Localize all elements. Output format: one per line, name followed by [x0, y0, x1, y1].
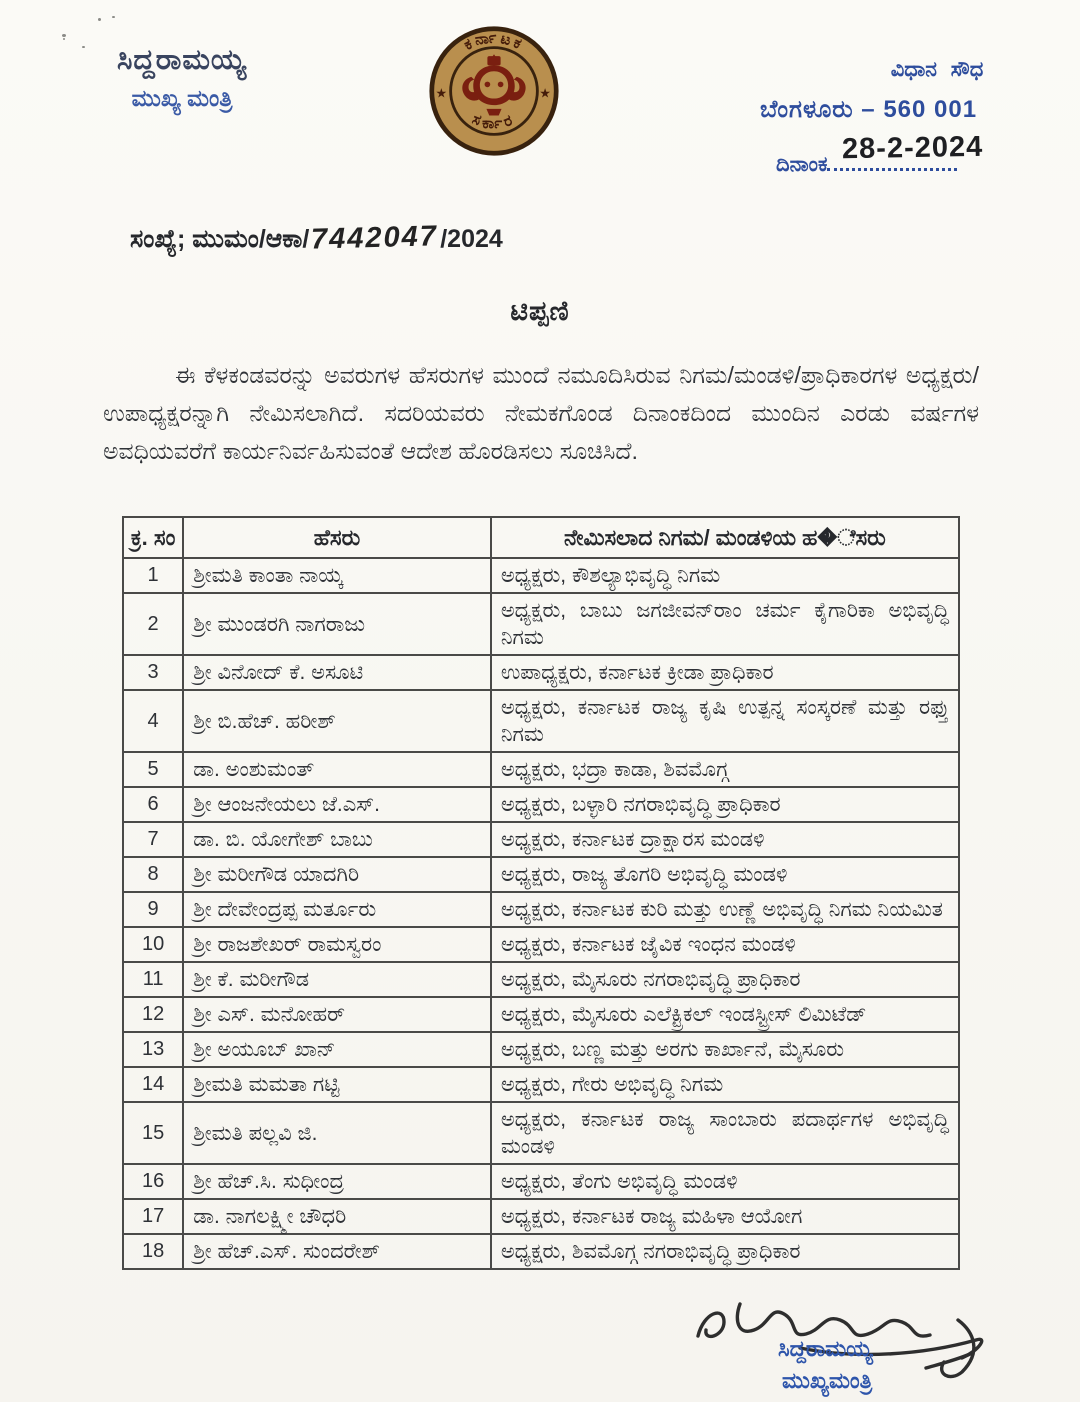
table-row — [123, 1199, 959, 1234]
name-cell: ಶ್ರೀ ರಾಜಶೇಖರ್ ರಾಮಸ್ವರಂ — [183, 927, 491, 962]
col-header-name: ಹೆಸರು — [183, 517, 491, 558]
name-cell: ಶ್ರೀಮತಿ ಕಾಂತಾ ನಾಯ್ಕ — [183, 558, 491, 593]
seal-right-star-icon: ★ — [539, 85, 552, 101]
appointment-cell: ಅಧ್ಯಕ್ಷರು, ಕರ್ನಾಟಕ ರಾಜ್ಯ ಸಾಂಬಾರು ಪದಾರ್ಥಗಳ ಅಭಿವೃದ್ಧಿ ಮಂಡಳಿ — [491, 1102, 959, 1164]
name-cell: ಶ್ರೀ ದೇವೇಂದ್ರಪ್ಪ ಮರ್ತೂರು — [183, 892, 491, 927]
table-row — [123, 1234, 959, 1269]
appointment-cell: ಅಧ್ಯಕ್ಷರು, ಮೈಸೂರು ನಗರಾಭಿವೃದ್ಧಿ ಪ್ರಾಧಿಕಾರ — [491, 962, 959, 997]
appointment-cell: ಅಧ್ಯಕ್ಷರು, ಕೌಶಲ್ಯಾಭಿವೃದ್ಧಿ ನಿಗಮ — [491, 558, 959, 593]
date-block — [776, 130, 1016, 177]
serial-cell: 4 — [123, 690, 183, 752]
table-row — [123, 690, 959, 752]
reference-number-line — [130, 222, 503, 255]
table-row — [123, 1032, 959, 1067]
table-row — [123, 593, 959, 655]
table-row — [123, 655, 959, 690]
name-cell: ಶ್ರೀ ಆಂಜನೇಯಲು ಜೆ.ಎಸ್. — [183, 787, 491, 822]
serial-cell: 14 — [123, 1067, 183, 1102]
serial-cell: 9 — [123, 892, 183, 927]
seal-bottom-text: ಸರ್ಕಾರ — [469, 110, 519, 133]
table-row — [123, 1067, 959, 1102]
table-row — [123, 822, 959, 857]
table-header-row — [123, 517, 959, 558]
karnataka-government-seal-icon — [428, 22, 560, 160]
sender-title: ಮುಖ್ಯ ಮಂತ್ರಿ — [131, 85, 233, 111]
serial-cell: 3 — [123, 655, 183, 690]
serial-cell: 11 — [123, 962, 183, 997]
name-cell: ಶ್ರೀ ಹೆಚ್.ಸಿ. ಸುಧೀಂದ್ರ — [183, 1164, 491, 1199]
serial-cell: 10 — [123, 927, 183, 962]
col-header-appointment: ನೇಮಿಸಲಾದ ನಿಗಮ/ ಮಂಡಳಿಯ ಹ�ೆಸರು — [491, 517, 959, 558]
appointment-cell: ಅಧ್ಯಕ್ಷರು, ಮೈಸೂರು ಎಲೆಕ್ಟ್ರಿಕಲ್ ಇಂಡಸ್ಟ್ರೀಸ್ ಲಿಮಿಟೆಡ್ — [491, 997, 959, 1032]
appointments-table — [122, 516, 960, 1270]
serial-cell: 15 — [123, 1102, 183, 1164]
name-cell: ಶ್ರೀ ಮರೀಗೌಡ ಯಾದಗಿರಿ — [183, 857, 491, 892]
table-row — [123, 927, 959, 962]
name-cell: ಶ್ರೀ ವಿನೋದ್ ಕೆ. ಅಸೂಟಿ — [183, 655, 491, 690]
appointment-cell: ಅಧ್ಯಕ್ಷರು, ಕರ್ನಾಟಕ ಜೈವಿಕ ಇಂಧನ ಮಂಡಳಿ — [491, 927, 959, 962]
signatory-name: ಸಿದ್ದರಾಮಯ್ಯ — [778, 1336, 873, 1361]
appointment-cell: ಅಧ್ಯಕ್ಷರು, ಬಣ್ಣ ಮತ್ತು ಅರಗು ಕಾರ್ಖಾನೆ, ಮೈಸೂರು — [491, 1032, 959, 1067]
appointment-cell: ಅಧ್ಯಕ್ಷರು, ಕರ್ನಾಟಕ ದ್ರಾಕ್ಷಾರಸ ಮಂಡಳಿ — [491, 822, 959, 857]
appointment-cell: ಉಪಾಧ್ಯಕ್ಷರು, ಕರ್ನಾಟಕ ಕ್ರೀಡಾ ಪ್ರಾಧಿಕಾರ — [491, 655, 959, 690]
serial-cell: 16 — [123, 1164, 183, 1199]
sender-name: ಸಿದ್ದರಾಮಯ್ಯ — [117, 44, 247, 76]
col-header-serial: ಕ್ರ. ಸಂ — [123, 517, 183, 558]
serial-cell: 5 — [123, 752, 183, 787]
appointment-cell: ಅಧ್ಯಕ್ಷರು, ಕರ್ನಾಟಕ ರಾಜ್ಯ ಮಹಿಳಾ ಆಯೋಗ — [491, 1199, 959, 1234]
appointment-cell: ಅಧ್ಯಕ್ಷರು, ಭದ್ರಾ ಕಾಡಾ, ಶಿವಮೊಗ್ಗ — [491, 752, 959, 787]
body-paragraph: ಈ ಕೆಳಕಂಡವರನ್ನು ಅವರುಗಳ ಹೆಸರುಗಳ ಮುಂದೆ ನಮೂದಿಸಿರುವ ನಿಗಮ/ಮಂಡಳಿ/ಪ್ರಾಧಿಕಾರಗಳ ಅಧ್ಯಕ್ಷರು/ಉಪಾಧ್ಯಕ್ಷರನ್ನಾಗಿ ನೇಮಿಸಲಾಗಿದೆ. ಸದರಿಯವರು ನೇಮಕಗೊಂಡ ದಿನಾಂಕದಿಂದ ಮುಂದಿನ ಎರಡು ವರ್ಷಗಳ ಅವಧಿಯವರೆಗೆ ಕಾರ್ಯನಿರ್ವಹಿಸುವಂತೆ ಆದೇಶ ಹೊರಡಿಸಲು ಸೂಚಿಸಿದೆ. — [103, 362, 979, 464]
serial-cell: 1 — [123, 558, 183, 593]
office-name: ವಿಧಾನ ಸೌಧ — [890, 58, 984, 81]
appointment-cell: ಅಧ್ಯಕ್ಷರು, ತೆಂಗು ಅಭಿವೃದ್ಧಿ ಮಂಡಳಿ — [491, 1164, 959, 1199]
appointment-cell: ಅಧ್ಯಕ್ಷರು, ಬಾಬು ಜಗಜೀವನ್‌ರಾಂ ಚರ್ಮ ಕೈಗಾರಿಕಾ ಅಭಿವೃದ್ಧಿ ನಿಗಮ — [491, 593, 959, 655]
table-row — [123, 892, 959, 927]
name-cell: ಡಾ. ನಾಗಲಕ್ಷ್ಮೀ ಚೌಧರಿ — [183, 1199, 491, 1234]
name-cell: ಡಾ. ಅಂಶುಮಂತ್ — [183, 752, 491, 787]
reference-suffix: /2024 — [440, 225, 503, 253]
serial-cell: 6 — [123, 787, 183, 822]
appointment-cell: ಅಧ್ಯಕ್ಷರು, ಬಳ್ಳಾರಿ ನಗರಾಭಿವೃದ್ಧಿ ಪ್ರಾಧಿಕಾರ — [491, 787, 959, 822]
name-cell: ಶ್ರೀಮತಿ ಪಲ್ಲವಿ ಜಿ. — [183, 1102, 491, 1164]
table-row — [123, 1164, 959, 1199]
name-cell: ಶ್ರೀ ಬಿ.ಹೆಚ್. ಹರೀಶ್ — [183, 690, 491, 752]
seal-top-text: ಕರ್ನಾಟಕ — [461, 28, 527, 54]
table-row — [123, 857, 959, 892]
name-cell: ಶ್ರೀಮತಿ ಮಮತಾ ಗಟ್ಟಿ — [183, 1067, 491, 1102]
name-cell: ಶ್ರೀ ಎಸ್. ಮನೋಹರ್ — [183, 997, 491, 1032]
handwritten-reference-number: 7442047 — [310, 220, 439, 256]
name-cell: ಶ್ರೀ ಕೆ. ಮರೀಗೌಡ — [183, 962, 491, 997]
document-title: ಟಿಪ್ಪಣಿ — [510, 296, 570, 326]
sender-block — [72, 44, 292, 112]
table-row — [123, 752, 959, 787]
table-row — [123, 1102, 959, 1164]
serial-cell: 17 — [123, 1199, 183, 1234]
signature-block — [640, 1278, 1020, 1402]
serial-cell: 8 — [123, 857, 183, 892]
table-row — [123, 962, 959, 997]
appointment-cell: ಅಧ್ಯಕ್ಷರು, ಗೇರು ಅಭಿವೃದ್ಧಿ ನಿಗಮ — [491, 1067, 959, 1102]
city-pincode: ಬೆಂಗಳೂರು – 560 001 — [760, 96, 978, 123]
name-cell: ಶ್ರೀ ಹೆಚ್.ಎಸ್. ಸುಂದರೇಶ್ — [183, 1234, 491, 1269]
serial-cell: 18 — [123, 1234, 183, 1269]
name-cell: ಶ್ರೀ ಮುಂಡರಗಿ ನಾಗರಾಜು — [183, 593, 491, 655]
handwritten-date: 28-2-2024 — [841, 130, 984, 166]
appointment-cell: ಅಧ್ಯಕ್ಷರು, ಕರ್ನಾಟಕ ಕುರಿ ಮತ್ತು ಉಣ್ಣೆ ಅಭಿವೃದ್ಧಿ ನಿಗಮ ನಿಯಮಿತ — [491, 892, 959, 927]
seal-left-star-icon: ★ — [435, 85, 448, 101]
serial-cell: 2 — [123, 593, 183, 655]
reference-prefix: ಸಂಖ್ಯೆ; ಮುಮಂ/ಆಕಾ/ — [130, 225, 310, 253]
appointment-cell: ಅಧ್ಯಕ್ಷರು, ಕರ್ನಾಟಕ ರಾಜ್ಯ ಕೃಷಿ ಉತ್ಪನ್ನ ಸಂಸ್ಕರಣೆ ಮತ್ತು ರಫ್ತು ನಿಗಮ — [491, 690, 959, 752]
table-row — [123, 787, 959, 822]
name-cell: ಡಾ. ಬಿ. ಯೋಗೇಶ್ ಬಾಬು — [183, 822, 491, 857]
table-row — [123, 558, 959, 593]
appointment-cell: ಅಧ್ಯಕ್ಷರು, ಶಿವಮೊಗ್ಗ ನಗರಾಭಿವೃದ್ಧಿ ಪ್ರಾಧಿಕಾರ — [491, 1234, 959, 1269]
serial-cell: 7 — [123, 822, 183, 857]
serial-cell: 13 — [123, 1032, 183, 1067]
name-cell: ಶ್ರೀ ಅಯೂಬ್ ಖಾನ್ — [183, 1032, 491, 1067]
appointment-cell: ಅಧ್ಯಕ್ಷರು, ರಾಜ್ಯ ತೊಗರಿ ಅಭಿವೃದ್ಧಿ ಮಂಡಳಿ — [491, 857, 959, 892]
serial-cell: 12 — [123, 997, 183, 1032]
signatory-title: ಮುಖ್ಯಮಂತ್ರಿ — [782, 1368, 873, 1393]
table-row — [123, 997, 959, 1032]
date-label: ದಿನಾಂಕ — [776, 153, 828, 176]
